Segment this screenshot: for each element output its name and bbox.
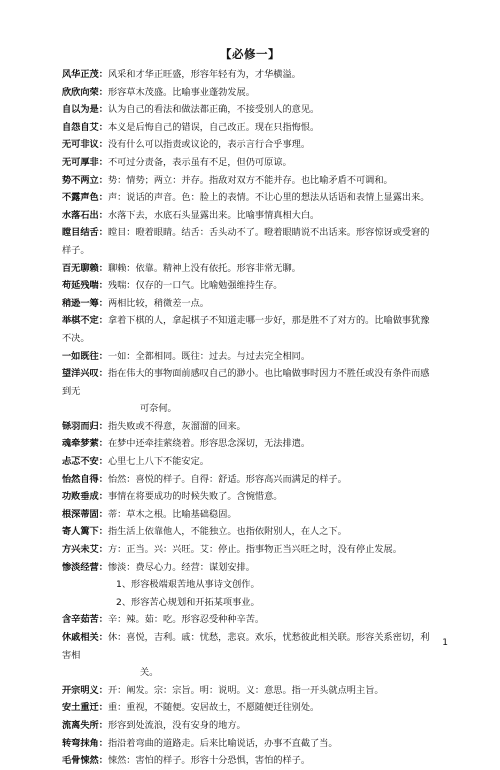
idiom-entry xyxy=(62,453,462,471)
idiom-entry xyxy=(62,207,462,225)
idiom-entry xyxy=(62,699,462,717)
idiom-entry xyxy=(62,523,462,541)
idiom-entry xyxy=(62,154,462,172)
idiom-definition: 蒂：草木之根。比喻基础稳固。 xyxy=(107,508,237,520)
idiom-entry xyxy=(62,119,462,137)
idiom-entry xyxy=(62,260,462,278)
idiom-term: 水落石出： xyxy=(62,209,108,221)
idiom-entry xyxy=(62,717,462,735)
idiom-term: 流离失所： xyxy=(62,719,108,731)
idiom-definition-continued: 害相 xyxy=(62,649,81,661)
idiom-definition: 指在伟大的事物面前感叹自己的渺小。也比喻做事时因力不胜任或没有条件而感 xyxy=(107,368,430,380)
idiom-term: 魂牵梦萦： xyxy=(62,438,108,450)
idiom-entry xyxy=(62,189,462,207)
idiom-term: 自以为是： xyxy=(62,104,108,116)
idiom-definition-continued: 样子。 xyxy=(62,244,90,256)
idiom-definition: 指生活上依靠他人，不能独立。也指依附别人，在人之下。 xyxy=(107,526,347,538)
idiom-term: 稍逊一筹： xyxy=(62,297,108,309)
section-title: 【必修一】 xyxy=(220,47,280,61)
idiom-entry xyxy=(62,348,462,366)
idiom-entry xyxy=(62,471,462,489)
idiom-definition: 指沿着弯曲的道路走。后来比喻说话，办事不直截了当。 xyxy=(107,737,338,749)
idiom-entry xyxy=(62,365,462,383)
idiom-term: 开宗明义： xyxy=(62,684,108,696)
idiom-definition: 一如：全都相同。既往：过去。与过去完全相同。 xyxy=(107,350,311,362)
idiom-definition: 残喘：仅存的一口气。比喻勉强维持生存。 xyxy=(107,280,283,292)
idiom-entry xyxy=(62,735,462,753)
idiom-entry xyxy=(62,541,462,559)
idiom-term: 安土重迁： xyxy=(62,702,108,714)
idiom-definition: 事情在将要成功的时候失败了。含惋惜意。 xyxy=(107,491,283,503)
idiom-definition: 重：重视，不随便。安居故土，不愿随便迁往别处。 xyxy=(107,702,320,714)
idiom-term: 休戚相关： xyxy=(62,632,108,643)
idiom-term: 寄人篱下： xyxy=(62,526,108,538)
idiom-definition: 辛：辣。茹：吃。形容忍受种种辛苦。 xyxy=(107,614,265,626)
idiom-term: 方兴未艾： xyxy=(62,544,108,556)
idiom-entry xyxy=(62,66,462,84)
idiom-entry xyxy=(62,312,462,330)
idiom-definition: 认为自己的看法和做法都正确，不接受别人的意见。 xyxy=(107,104,320,116)
idiom-definition-continued: 到无 xyxy=(62,385,81,397)
idiom-entry xyxy=(62,84,462,102)
idiom-term: 百无聊赖： xyxy=(62,262,108,274)
idiom-entry xyxy=(62,101,462,119)
idiom-definition: 方：正当。兴：兴旺。艾：停止。指事物正当兴旺之时，没有停止发展。 xyxy=(107,544,402,556)
idiom-entry xyxy=(62,435,462,453)
idiom-entry xyxy=(62,418,462,436)
idiom-definition: 心里七上八下不能安定。 xyxy=(107,456,209,468)
idiom-definition: 悚然：害怕的样子。形容十分恐惧，害怕的样子。 xyxy=(107,755,311,767)
idiom-definition: 聊赖：依靠。精神上没有依托。形容非常无聊。 xyxy=(107,262,301,274)
idiom-definition: 在梦中还牵挂萦绕着。形容思念深切，无法排遣。 xyxy=(107,438,311,450)
idiom-entry xyxy=(62,629,462,647)
idiom-definition: 没有什么可以指责或议论的，表示言行合乎事理。 xyxy=(107,139,311,151)
idiom-definition: 指失败或不得意，灰溜溜的回来。 xyxy=(107,420,246,432)
idiom-definition: 势：情势；两立：并存。指敌对双方不能并存。也比喻矛盾不可调和。 xyxy=(107,174,393,186)
idiom-definition: 本义是后悔自己的错误，自己改正。现在只指悔恨。 xyxy=(107,121,320,133)
idiom-term: 苟延残喘： xyxy=(62,280,108,292)
idiom-entry xyxy=(62,752,462,770)
idiom-term: 自怨自艾： xyxy=(62,121,108,133)
idiom-term: 忐忑不安： xyxy=(62,456,108,468)
idiom-term: 功败垂成： xyxy=(62,491,108,503)
idiom-term: 欣欣向荣： xyxy=(62,86,108,98)
idiom-definition: 拿着下棋的人，拿起棋子不知道走哪一步好，那是胜不了对方的。比喻做事犹豫 xyxy=(107,315,430,327)
idiom-entry xyxy=(62,611,462,629)
idiom-term: 毛骨悚然： xyxy=(62,755,108,767)
idiom-term: 一如既往： xyxy=(62,350,108,362)
idiom-term: 瞠目结舌： xyxy=(62,227,108,239)
idiom-definition: 形容到处流浪，没有安身的地方。 xyxy=(107,719,246,731)
idiom-definition: 休：喜悦，吉利。戚：忧愁，悲哀。欢乐，忧愁彼此相关联。形容关系密切，利 xyxy=(107,632,430,643)
idiom-term: 不露声色： xyxy=(62,192,108,204)
idiom-entry xyxy=(62,488,462,506)
idiom-definition-continued: 可奈何。 xyxy=(140,403,177,415)
idiom-entry xyxy=(62,136,462,154)
idiom-term: 风华正茂： xyxy=(62,69,108,80)
idiom-term: 无可厚非： xyxy=(62,156,108,168)
idiom-term: 望洋兴叹： xyxy=(62,368,108,380)
idiom-term: 无可非议： xyxy=(62,139,108,151)
idiom-definition: 开：阐发。宗：宗旨。明：说明。义：意思。指一开头就点明主旨。 xyxy=(107,684,384,696)
idiom-definition: 形容草木茂盛。比喻事业蓬勃发展。 xyxy=(107,86,255,98)
idiom-definition-continued: 关。 xyxy=(140,667,159,679)
idiom-entry xyxy=(62,172,462,190)
idiom-entry xyxy=(62,559,462,577)
idiom-term: 根深蒂固： xyxy=(62,508,108,520)
idiom-term: 惨淡经营： xyxy=(62,561,108,573)
idiom-term: 怡然自得： xyxy=(62,473,108,485)
page-number: 1 xyxy=(442,638,448,648)
idiom-term: 举棋不定： xyxy=(62,315,108,327)
idiom-term: 势不两立： xyxy=(62,174,108,186)
idiom-definition: 怡然：喜悦的样子。自得：舒适。形容高兴而满足的样子。 xyxy=(107,473,347,485)
idiom-definition: 两相比较，稍微差一点。 xyxy=(107,297,209,309)
idiom-term: 转弯抹角： xyxy=(62,737,108,749)
idiom-entry xyxy=(62,224,462,242)
idiom-entry xyxy=(62,295,462,313)
idiom-definition: 不可过分责备，表示虽有不足，但仍可原谅。 xyxy=(107,156,292,168)
idiom-entry xyxy=(62,277,462,295)
idiom-definition: 瞠目：瞪着眼睛。结舌：舌头动不了。瞪着眼睛说不出话来。形容惊讶或受窘的 xyxy=(107,227,430,239)
idiom-term: 含辛茹苦： xyxy=(62,614,108,626)
idiom-term: 铩羽而归： xyxy=(62,420,108,432)
idiom-definition: 风采和才华正旺盛，形容年轻有为，才华横溢。 xyxy=(107,69,301,80)
idiom-definition: 水落下去，水底石头显露出来。比喻事情真相大白。 xyxy=(107,209,320,221)
idiom-definition-continued: 不决。 xyxy=(62,332,90,344)
idiom-definition: 声：说话的声音。色：脸上的表情。不让心里的想法从话语和表情上显露出来。 xyxy=(107,192,430,204)
idiom-entry xyxy=(62,506,462,524)
sub-item: 1、形容极端艰苦地从事诗文创作。 xyxy=(116,579,260,591)
idiom-definition: 惨淡：费尽心力。经营：谋划安排。 xyxy=(107,561,255,573)
sub-item: 2、形容苦心规划和开拓某项事业。 xyxy=(116,596,260,608)
idiom-entry xyxy=(62,682,462,700)
idiom-list xyxy=(62,66,462,770)
